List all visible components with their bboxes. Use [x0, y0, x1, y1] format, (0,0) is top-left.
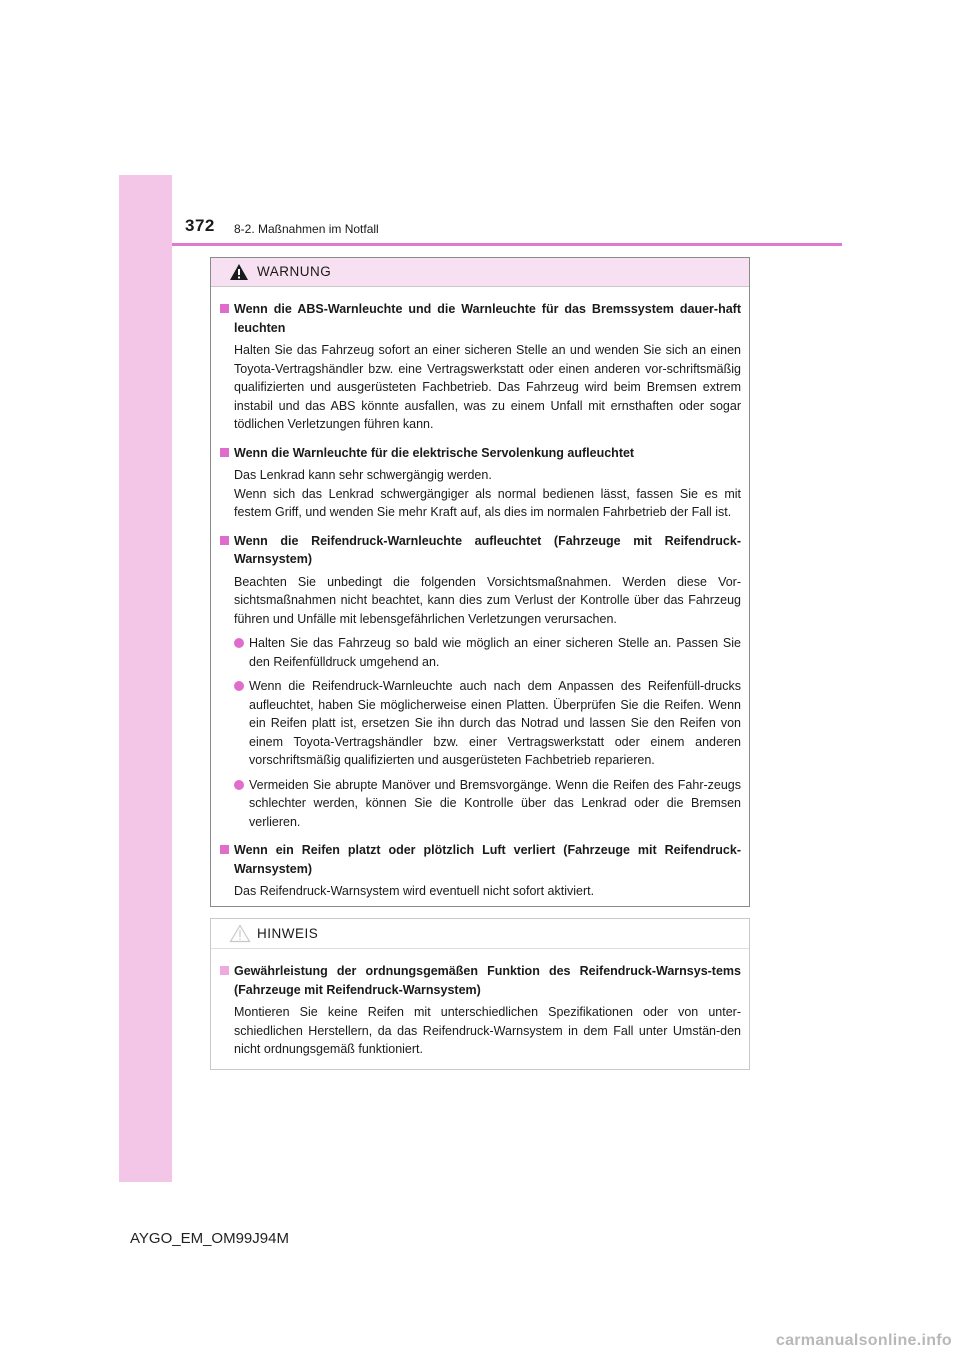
- square-bullet-icon: [220, 536, 229, 545]
- warning-box: [210, 257, 750, 907]
- warning-bullet: Wenn die Reifendruck-Warnleuchte auch nach dem Anpassen des Reifenfüll-drucks aufleuchtet, haben Sie möglicherweise einen Platten. Überprüfen Sie die Reifen. Wenn ein Reifen platt ist, ersetzen Sie ihn durch das Notrad und lassen Sie den Reifen von einem Toyota-Vertragshändler bzw. einer Vertragswerkstatt oder einem anderen vorschriftsmäßig qualifizierten und ausgerüsteten Fachbetrieb reparieren.: [234, 677, 741, 770]
- document-code: AYGO_EM_OM99J94M: [130, 1230, 289, 1247]
- circle-bullet-icon: [234, 681, 244, 691]
- warning-bullet: Vermeiden Sie abrupte Manöver und Bremsvorgänge. Wenn die Reifen des Fahr-zeugs schlechter werden, können Sie die Kontrolle über das Lenkrad oder die Bremsen verlieren.: [234, 776, 741, 832]
- watermark: carmanualsonline.info: [775, 1332, 952, 1349]
- warning-item-heading: Wenn ein Reifen platzt oder plötzlich Luft verliert (Fahrzeuge mit Reifendruck-Warnsystem): [219, 841, 741, 878]
- warning-item-heading: Wenn die ABS-Warnleuchte und die Warnleuchte für das Bremssystem dauer-haft leuchten: [219, 300, 741, 337]
- warning-content: [211, 287, 749, 901]
- warning-item-heading: Wenn die Warnleuchte für die elektrische Servolenkung aufleuchtet: [219, 444, 741, 463]
- circle-bullet-icon: [234, 638, 244, 648]
- warning-paragraph: Halten Sie das Fahrzeug sofort an einer sicheren Stelle an und wenden Sie sich an einen Toyota-Vertragshändler bzw. eine Vertragswerkstatt oder einen anderen vor-schriftsmäßig qualifizierten und ausgerüsteten Fachbetrieb. Das Fahrzeug wird beim Bremsen extrem instabil und das ABS könnte ausfallen, was zu einem Unfall mit ernsthaften oder sogar tödlichen Verletzungen führen kann.: [234, 343, 741, 431]
- warning-title: WARNUNG: [257, 264, 332, 279]
- square-bullet-icon: [220, 845, 229, 854]
- warning-paragraph: Das Reifendruck-Warnsystem wird eventuell nicht sofort aktiviert.: [234, 884, 595, 898]
- square-bullet-icon: [220, 966, 229, 975]
- warning-triangle-icon: [229, 263, 249, 281]
- notice-paragraph: Montieren Sie keine Reifen mit unterschiedlichen Spezifikationen oder von unter-schiedlichen Herstellern, da das Reifendruck-Warnsystem in dem Fall unter Umstän-den nicht ordnungsgemäß funktioniert.: [234, 1005, 741, 1056]
- notice-item-heading: Gewährleistung der ordnungsgemäßen Funktion des Reifendruck-Warnsys-tems (Fahrzeuge mit Reifendruck-Warnsystem): [219, 962, 741, 999]
- square-bullet-icon: [220, 448, 229, 457]
- warning-item-heading: Wenn die Reifendruck-Warnleuchte aufleuchtet (Fahrzeuge mit Reifendruck-Warnsystem): [219, 532, 741, 569]
- page-sidebar-tab: [119, 175, 172, 1182]
- caution-triangle-icon: [229, 924, 251, 943]
- warning-header: [211, 258, 749, 287]
- square-bullet-icon: [220, 304, 229, 313]
- warning-bullet: Halten Sie das Fahrzeug so bald wie möglich an einer sicheren Stelle an. Passen Sie den Reifenfülldruck umgehend an.: [234, 634, 741, 671]
- header-rule: [172, 243, 842, 246]
- warning-paragraph: Beachten Sie unbedingt die folgenden Vorsichtsmaßnahmen. Werden diese Vor-sichtsmaßnahmen nicht beachtet, kann dies zum Verlust der Kontrolle über das Fahrzeug führen und Unfälle mit lebensgefährlichen Verletzungen verursachen.: [234, 574, 741, 626]
- notice-title: HINWEIS: [257, 926, 319, 941]
- section-title: 8-2. Maßnahmen im Notfall: [234, 222, 379, 236]
- notice-content: [211, 949, 749, 1059]
- circle-bullet-icon: [234, 780, 244, 790]
- warning-paragraph: Das Lenkrad kann sehr schwergängig werden. Wenn sich das Lenkrad schwergängiger als normal bedienen lässt, fassen Sie es mit festem Griff, und wenden Sie mehr Kraft auf, als dies im normalen Fahrbetrieb der Fall ist.: [234, 468, 741, 519]
- notice-header: [211, 919, 749, 949]
- page-number: 372: [185, 216, 215, 235]
- notice-box: [210, 918, 750, 1070]
